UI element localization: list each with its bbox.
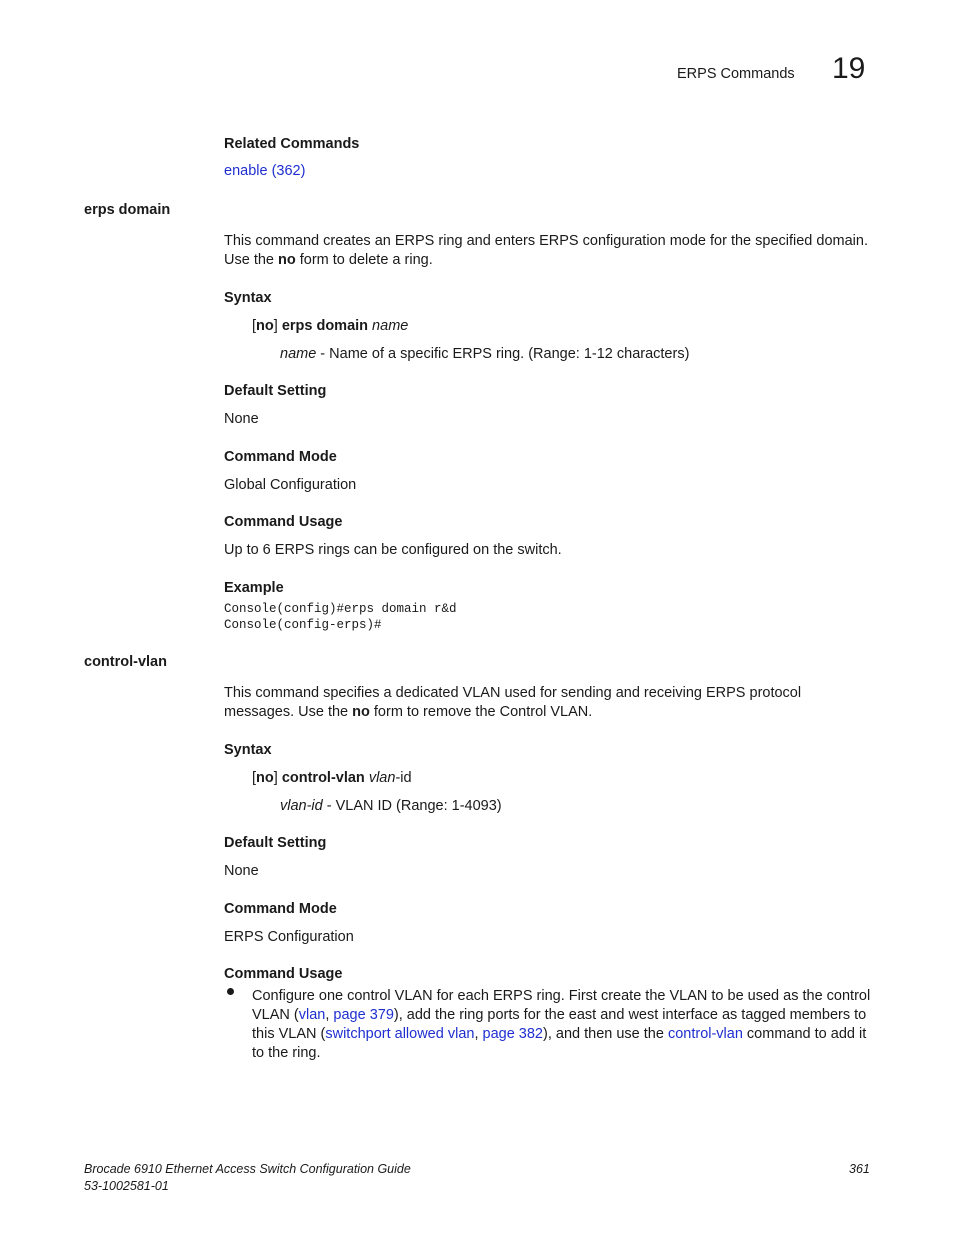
link-page-382[interactable]: page 382 (482, 1026, 543, 1042)
link-vlan[interactable]: vlan (298, 1007, 326, 1023)
footer-page-number: 361 (849, 1162, 870, 1176)
erps-domain-usage-value: Up to 6 ERPS rings can be configured on the switch. (224, 542, 562, 558)
control-vlan-mode-heading: Command Mode (224, 901, 337, 917)
footer-doc-number: 53-1002581-01 (84, 1179, 169, 1193)
example-code-line-1: Console(config)#erps domain r&d (224, 602, 457, 616)
chapter-title: ERPS Commands (677, 66, 795, 82)
command-title-erps-domain: erps domain (84, 202, 171, 218)
erps-domain-param: name - Name of a specific ERPS ring. (Range: 1-12 characters) (280, 346, 690, 362)
erps-domain-syntax: [no] erps domain name (252, 318, 409, 334)
erps-domain-syntax-heading: Syntax (224, 290, 272, 306)
control-vlan-default-heading: Default Setting (224, 835, 327, 851)
erps-domain-description: This command creates an ERPS ring and enters ERPS configuration mode for the specified domain. Use the no form to delete a ring. (224, 233, 868, 268)
related-command-link[interactable]: enable (362) (224, 163, 306, 179)
link-control-vlan[interactable]: control-vlan (667, 1026, 743, 1042)
control-vlan-usage-heading: Command Usage (224, 966, 343, 982)
erps-domain-mode-value: Global Configuration (224, 477, 357, 493)
control-vlan-param: vlan-id - VLAN ID (Range: 1-4093) (280, 798, 502, 814)
erps-domain-mode-heading: Command Mode (224, 449, 337, 465)
erps-domain-example-heading: Example (224, 580, 284, 596)
related-commands-heading: Related Commands (224, 136, 360, 152)
bullet-dot (227, 988, 234, 995)
erps-domain-usage-heading: Command Usage (224, 514, 343, 530)
usage-bullet-item: Configure one control VLAN for each ERPS ring. First create the VLAN to be used as the control VLAN (vlan, page 379), add the ring ports for the east and west interface as tagged members to this VLAN (switchport allowed vlan, page 382), and then use the control-vlan command to add it to the ring. (252, 988, 871, 1061)
link-switchport-allowed-vlan[interactable]: switchport allowed vlan (325, 1026, 475, 1042)
control-vlan-description: This command specifies a dedicated VLAN used for sending and receiving ERPS protocol messages. Use the no form to remove the Control VLAN. (224, 685, 802, 720)
link-page-379[interactable]: page 379 (333, 1007, 394, 1023)
command-title-control-vlan: control-vlan (84, 654, 167, 670)
control-vlan-syntax: [no] control-vlan vlan-id (252, 770, 412, 786)
chapter-number: 19 (832, 52, 866, 85)
control-vlan-syntax-heading: Syntax (224, 742, 272, 758)
control-vlan-mode-value: ERPS Configuration (224, 929, 354, 945)
control-vlan-default-value: None (224, 863, 259, 879)
erps-domain-default-value: None (224, 411, 259, 427)
example-code-line-2: Console(config-erps)# (224, 618, 382, 632)
erps-domain-default-heading: Default Setting (224, 383, 327, 399)
footer-guide-title: Brocade 6910 Ethernet Access Switch Configuration Guide (84, 1162, 411, 1176)
